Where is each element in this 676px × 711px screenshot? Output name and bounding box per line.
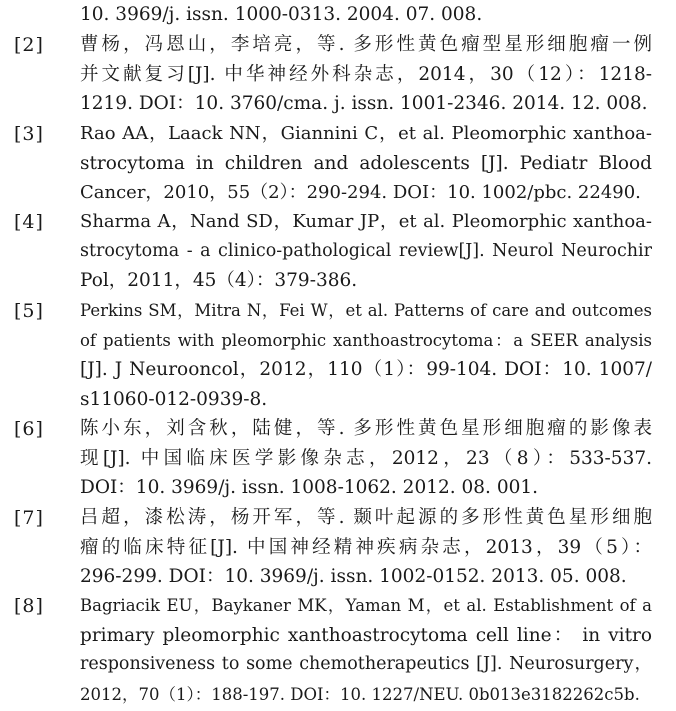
reference-line: strocytoma in children and adolescents [J]. Pediatr Blood xyxy=(80,152,652,174)
reference-line: 现[J]. 中国临床医学影像杂志，2012，23（8）：533-537. xyxy=(80,447,652,469)
reference-line: Sharma A，Nand SD，Kumar JP，et al. Pleomorphic xanthoa- xyxy=(80,211,652,232)
reference-number: [5] xyxy=(14,300,44,322)
reference-line: Rao AA，Laack NN，Giannini C，et al. Pleomorphic xanthoa- xyxy=(80,123,652,144)
reference-number: [4] xyxy=(14,211,44,233)
reference-line: 1219. DOI：10. 3760/cma. j. issn. 1001-2346. 2014. 12. 008. xyxy=(80,93,648,114)
reference-number: [7] xyxy=(14,507,44,529)
reference-line: 10. 3969/j. issn. 1000-0313. 2004. 07. 008. xyxy=(80,4,483,25)
reference-line: [J]. J Neurooncol，2012，110（1）：99-104. DOI：10. 1007/ xyxy=(80,359,652,380)
reference-line: s11060-012-0939-8. xyxy=(80,388,268,410)
reference-line: 陈小东，刘含秋，陆健，等. 多形性黄色星形细胞瘤的影像表 xyxy=(80,418,652,439)
reference-line: DOI：10. 3969/j. issn. 1008-1062. 2012. 08. 001. xyxy=(80,477,539,498)
reference-line: Cancer，2010，55（2）：290-294. DOI：10. 1002/pbc. 22490. xyxy=(80,182,641,203)
reference-line: 曹杨，冯恩山，李培亮，等. 多形性黄色瘤型星形细胞瘤一例 xyxy=(80,34,652,55)
reference-line: of patients with pleomorphic xanthoastrocytoma：a SEER analysis xyxy=(80,330,652,350)
reference-line: 并文献复习[J]. 中华神经外科杂志，2014，30（12）：1218- xyxy=(80,63,652,85)
reference-line: Perkins SM，Mitra N，Fei W，et al. Patterns of care and outcomes xyxy=(80,301,652,320)
reference-line: 瘤的临床特征[J]. 中国神经精神疾病杂志，2013，39（5）： xyxy=(80,536,652,558)
reference-number: [6] xyxy=(14,418,44,440)
reference-line: primary pleomorphic xanthoastrocytoma cell line： in vitro xyxy=(80,624,652,646)
reference-line: strocytoma - a clinico-pathological review[J]. Neurol Neurochir xyxy=(80,240,652,261)
reference-number: [2] xyxy=(14,34,44,56)
reference-line: responsiveness to some chemotherapeutics [J]. Neurosurgery， xyxy=(80,654,652,674)
reference-line: 2012，70（1）：188-197. DOI：10. 1227/NEU. 0b013e3182262c5b. xyxy=(80,684,640,704)
reference-number: [3] xyxy=(14,123,44,145)
reference-line: 吕超，漆松涛，杨开军，等. 颞叶起源的多形性黄色星形细胞 xyxy=(80,507,652,528)
reference-line: Bagriacik EU，Baykaner MK，Yaman M，et al. Establishment of a xyxy=(80,596,652,615)
reference-number: [8] xyxy=(14,595,44,617)
reference-line: 296-299. DOI：10. 3969/j. issn. 1002-0152. 2013. 05. 008. xyxy=(80,566,627,587)
reference-line: Pol，2011，45（4）：379-386. xyxy=(80,270,358,291)
